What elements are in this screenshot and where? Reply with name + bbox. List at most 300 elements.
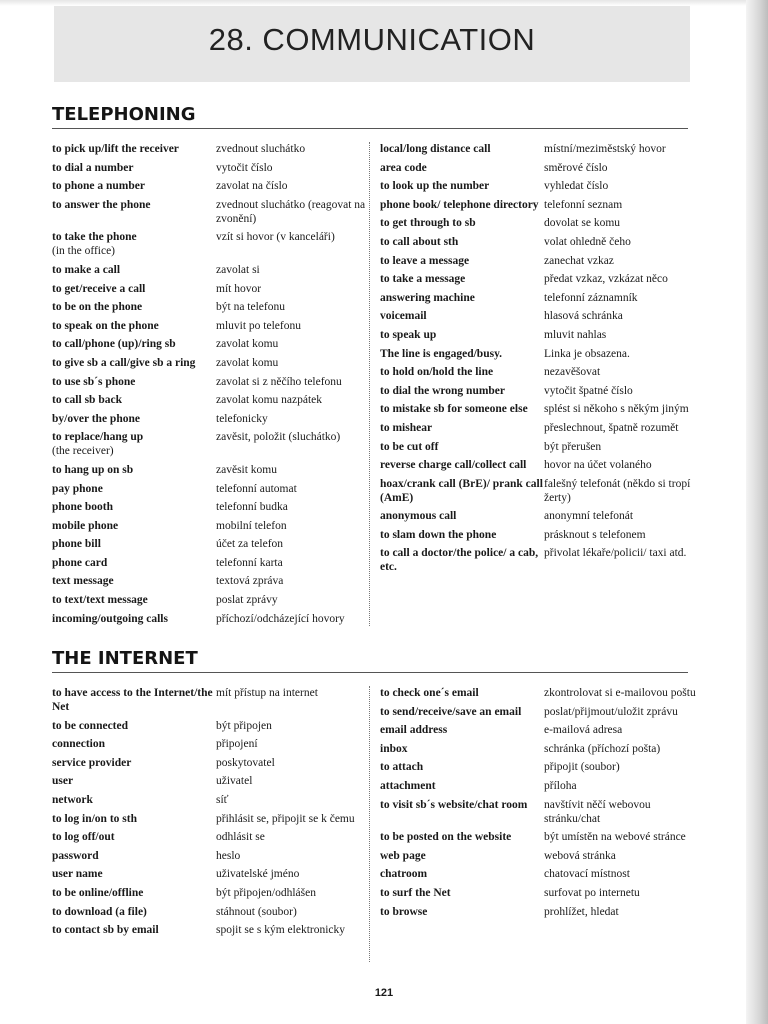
english-term-text: to take a message <box>380 273 466 286</box>
english-term-text: service provider <box>52 756 132 769</box>
vocabulary-row <box>52 886 370 900</box>
czech-translation: hlasová schránka <box>544 310 623 323</box>
czech-translation: zvednout sluchátko <box>216 143 306 155</box>
vocabulary-row <box>380 235 698 249</box>
czech-translation: stáhnout (soubor) <box>216 905 297 918</box>
page-title: 28. COMMUNICATION <box>208 22 536 57</box>
english-term-text: to check one´s email <box>380 687 479 699</box>
english-term <box>380 142 544 156</box>
vocabulary-row <box>52 774 370 788</box>
english-term <box>52 375 216 389</box>
english-term-text: to log in/on to sth <box>52 812 137 825</box>
vocabulary-row <box>52 282 370 296</box>
english-term <box>380 830 544 844</box>
czech-translation: mluvit nahlas <box>544 328 607 341</box>
vocabulary-row <box>380 216 698 230</box>
english-term <box>52 519 216 533</box>
english-term-text: reverse charge call/collect call <box>380 459 527 472</box>
vocabulary-row <box>52 719 370 733</box>
english-term-text: to visit sb´s website/chat room <box>380 798 528 811</box>
english-term <box>52 905 216 919</box>
czech-translation: být přerušen <box>544 440 602 453</box>
english-term-note: (in the office) <box>52 245 116 258</box>
english-term-text: to contact sb by email <box>52 924 159 937</box>
english-term <box>380 216 544 230</box>
czech-translation: mluvit po telefonu <box>216 319 301 332</box>
vocabulary-row <box>52 356 370 370</box>
english-term <box>52 263 216 277</box>
czech-translation: přihlásit se, připojit se k čemu <box>216 812 355 825</box>
czech-translation: být připojen/odhlášen <box>216 886 316 899</box>
english-term <box>52 756 216 770</box>
czech-translation: zavolat komu nazpátek <box>216 394 323 407</box>
english-term-text: to slam down the phone <box>380 528 497 541</box>
english-term-text: to surf the Net <box>380 886 451 899</box>
english-term-text: local/long distance call <box>380 143 491 155</box>
czech-translation: uživatelské jméno <box>216 868 300 881</box>
english-term-text: attachment <box>380 779 436 792</box>
vocabulary-row <box>52 263 370 277</box>
vocabulary-row <box>52 556 370 570</box>
vocabulary-row <box>52 430 370 458</box>
english-term-text: text message <box>52 575 114 588</box>
english-term-text: to send/receive/save an email <box>380 705 522 718</box>
vocabulary-row <box>380 365 698 379</box>
vocabulary-row <box>380 291 698 305</box>
czech-translation: připojení <box>216 738 258 751</box>
czech-translation: zavolat na číslo <box>216 180 288 193</box>
english-term <box>380 328 544 342</box>
english-term <box>380 867 544 881</box>
vocabulary-row <box>52 198 370 226</box>
page-number: 121 <box>374 987 394 999</box>
czech-translation: zanechat vzkaz <box>544 254 614 267</box>
czech-translation: volat ohledně čeho <box>544 235 631 248</box>
english-term-text: to get/receive a call <box>52 282 146 295</box>
czech-translation: heslo <box>216 849 241 862</box>
vocabulary-row <box>380 705 698 719</box>
english-term <box>380 509 544 523</box>
english-term-text: to look up the number <box>380 180 490 193</box>
czech-translation: zavěsit komu <box>216 463 277 476</box>
vocabulary-row <box>52 849 370 863</box>
czech-translation: vytočit číslo <box>216 161 273 174</box>
vocabulary-row <box>380 272 698 286</box>
english-term <box>52 612 216 626</box>
english-term <box>380 458 544 472</box>
vocabulary-row <box>52 574 370 588</box>
english-term <box>52 886 216 900</box>
czech-translation: chatovací místnost <box>544 868 630 881</box>
english-term <box>52 463 216 477</box>
section-heading-telephoning: TELEPHONING <box>52 104 196 125</box>
vocabulary-row <box>52 737 370 751</box>
english-term <box>52 867 216 881</box>
english-term-text: to answer the phone <box>52 198 151 211</box>
english-term-text: pay phone <box>52 482 103 495</box>
english-term <box>52 482 216 496</box>
english-term-text: to attach <box>380 761 424 774</box>
vocabulary-row <box>380 142 698 156</box>
english-term-text: to download (a file) <box>52 905 147 918</box>
vocabulary-row <box>380 742 698 756</box>
vocabulary-row <box>380 509 698 523</box>
czech-translation: nezavěšovat <box>544 366 601 379</box>
english-term-text: to log off/out <box>52 831 115 844</box>
english-term <box>380 742 544 756</box>
vocabulary-row <box>380 849 698 863</box>
vocabulary-row <box>52 686 370 714</box>
english-term <box>380 421 544 435</box>
czech-translation: dovolat se komu <box>544 217 621 230</box>
vocabulary-list <box>52 686 370 937</box>
czech-translation: telefonní automat <box>216 482 297 495</box>
vocabulary-row <box>52 142 370 156</box>
czech-translation: spojit se s kým elektronicky <box>216 924 346 937</box>
english-term-text: to replace/hang up <box>52 431 144 444</box>
english-term-text: to have access to the Internet/the Net <box>52 687 213 713</box>
czech-translation: falešný telefonát (někdo si tropí žerty) <box>544 477 691 504</box>
english-term <box>380 291 544 305</box>
english-term-text: by/over the phone <box>52 412 140 425</box>
czech-translation: být umístěn na webové stránce <box>544 831 686 844</box>
english-term-text: to give sb a call/give sb a ring <box>52 356 196 369</box>
section-rule-telephoning <box>52 128 688 129</box>
vocabulary-row <box>52 482 370 496</box>
czech-translation: textová zpráva <box>216 575 284 588</box>
vocabulary-list <box>380 142 698 574</box>
czech-translation: telefonicky <box>216 412 268 425</box>
english-term-text: inbox <box>380 742 408 755</box>
english-term <box>52 830 216 844</box>
czech-translation: splést si někoho s někým jiným <box>544 403 689 416</box>
english-term <box>380 235 544 249</box>
english-term <box>380 905 544 919</box>
english-term <box>380 546 544 574</box>
czech-translation: příchozí/odcházející hovory <box>216 612 345 625</box>
vocabulary-row <box>380 867 698 881</box>
vocabulary-row <box>380 886 698 900</box>
english-term <box>380 477 544 505</box>
english-term <box>380 365 544 379</box>
czech-translation: být připojen <box>216 719 272 732</box>
vocabulary-list <box>380 686 698 919</box>
vocabulary-row <box>380 779 698 793</box>
english-term-text: voicemail <box>380 310 427 323</box>
section-heading-internet: THE INTERNET <box>52 648 198 669</box>
vocabulary-row <box>380 347 698 361</box>
czech-translation: vytočit špatné číslo <box>544 384 633 397</box>
english-term <box>52 179 216 193</box>
english-term-text: to be online/offline <box>52 886 144 899</box>
english-term-text: to use sb´s phone <box>52 375 136 388</box>
english-term <box>380 886 544 900</box>
vocabulary-row <box>52 905 370 919</box>
czech-translation: zkontrolovat si e-mailovou poštu <box>544 687 696 699</box>
czech-translation: mít hovor <box>216 282 262 295</box>
czech-translation: zavolat komu <box>216 356 279 369</box>
english-term-text: to be posted on the website <box>380 831 512 844</box>
czech-translation: telefonní budka <box>216 501 288 514</box>
czech-translation: surfovat po internetu <box>544 886 640 899</box>
vocabulary-row <box>380 798 698 826</box>
english-term <box>52 593 216 607</box>
czech-translation: zvednout sluchátko (reagovat na zvonění) <box>216 198 366 225</box>
english-term <box>52 686 216 714</box>
english-term-text: connection <box>52 738 106 751</box>
vocabulary-row <box>380 254 698 268</box>
english-term <box>52 282 216 296</box>
vocabulary-row <box>52 519 370 533</box>
czech-translation: místní/meziměstský hovor <box>544 143 666 155</box>
vocabulary-row <box>52 230 370 258</box>
czech-translation: e-mailová adresa <box>544 724 623 737</box>
vocabulary-row <box>52 161 370 175</box>
english-term-text: to phone a number <box>52 180 145 193</box>
vocabulary-row <box>52 923 370 937</box>
english-term-text: email address <box>380 724 448 737</box>
english-term <box>52 412 216 426</box>
english-term-text: phone bill <box>52 538 101 551</box>
vocabulary-row <box>380 179 698 193</box>
czech-translation: poskytovatel <box>216 756 275 769</box>
english-term <box>380 161 544 175</box>
english-term-text: web page <box>380 849 426 862</box>
english-term <box>380 384 544 398</box>
english-term-text: to mishear <box>380 421 433 434</box>
english-term <box>380 723 544 737</box>
czech-translation: vzít si hovor (v kanceláři) <box>216 231 335 244</box>
vocabulary-row <box>380 830 698 844</box>
vocabulary-row <box>52 867 370 881</box>
vocabulary-row <box>52 319 370 333</box>
english-term-text: to speak up <box>380 328 437 341</box>
czech-translation: přivolat lékaře/policii/ taxi atd. <box>544 547 687 560</box>
vocabulary-row <box>380 528 698 542</box>
czech-translation: předat vzkaz, vzkázat něco <box>544 273 668 286</box>
english-term-text: to get through to sb <box>380 217 476 230</box>
english-term <box>52 923 216 937</box>
czech-translation: navštívit něčí webovou stránku/chat <box>544 798 651 825</box>
vocabulary-row <box>380 198 698 212</box>
czech-translation: zavolat si <box>216 263 260 276</box>
czech-translation: mobilní telefon <box>216 519 287 532</box>
english-term-text: to leave a message <box>380 254 470 267</box>
english-term <box>380 198 544 212</box>
czech-translation: prásknout s telefonem <box>544 528 646 541</box>
english-term-text: to dial a number <box>52 161 134 174</box>
vocabulary-row <box>380 384 698 398</box>
vocabulary-row <box>52 337 370 351</box>
english-term <box>52 230 216 258</box>
vocabulary-row <box>52 756 370 770</box>
english-term <box>380 347 544 361</box>
english-term-text: phone card <box>52 556 108 569</box>
english-term <box>52 574 216 588</box>
vocabulary-row <box>380 477 698 505</box>
vocabulary-row <box>52 300 370 314</box>
czech-translation: účet za telefon <box>216 538 284 551</box>
english-term <box>380 254 544 268</box>
english-term <box>52 337 216 351</box>
vocabulary-row <box>380 440 698 454</box>
english-term-text: to browse <box>380 905 428 918</box>
english-term-text: to call/phone (up)/ring sb <box>52 338 176 351</box>
czech-translation: zavolat si z něčího telefonu <box>216 375 342 388</box>
english-term-text: mobile phone <box>52 519 119 532</box>
czech-translation: odhlásit se <box>216 831 265 844</box>
telephoning-left-column <box>52 142 370 630</box>
czech-translation: přeslechnout, špatně rozumět <box>544 421 679 434</box>
vocabulary-row <box>380 760 698 774</box>
czech-translation: webová stránka <box>544 849 616 862</box>
english-term-text: to be connected <box>52 719 129 732</box>
czech-translation: příloha <box>544 779 577 792</box>
english-term-text: user name <box>52 868 103 881</box>
english-term-text: to text/text message <box>52 594 148 607</box>
english-term-text: answering machine <box>380 291 475 304</box>
english-term <box>52 500 216 514</box>
english-term-text: to call a doctor/the police/ a cab, etc. <box>380 547 539 574</box>
english-term <box>380 798 544 826</box>
english-term-text: anonymous call <box>380 510 457 523</box>
vocabulary-row <box>52 830 370 844</box>
czech-translation: zavěsit, položit (sluchátko) <box>216 431 341 444</box>
english-term <box>52 161 216 175</box>
english-term <box>380 402 544 416</box>
czech-translation: schránka (příchozí pošta) <box>544 742 661 755</box>
english-term <box>52 719 216 733</box>
english-term-text: to call about sth <box>380 235 459 248</box>
english-term-text: to dial the wrong number <box>380 384 506 397</box>
english-term-text: to speak on the phone <box>52 319 159 332</box>
english-term-text: phone booth <box>52 501 114 514</box>
english-term <box>52 556 216 570</box>
english-term <box>52 812 216 826</box>
vocabulary-row <box>52 463 370 477</box>
vocabulary-list <box>52 142 370 626</box>
vocabulary-row <box>380 546 698 574</box>
vocabulary-row <box>380 309 698 323</box>
czech-translation: Linka je obsazena. <box>544 347 630 360</box>
vocabulary-row <box>52 500 370 514</box>
english-term <box>52 430 216 458</box>
czech-translation: telefonní seznam <box>544 198 623 211</box>
czech-translation: prohlížet, hledat <box>544 905 619 918</box>
english-term <box>52 793 216 807</box>
english-term <box>380 760 544 774</box>
english-term <box>380 705 544 719</box>
czech-translation: připojit (soubor) <box>544 761 620 774</box>
vocabulary-row <box>52 412 370 426</box>
vocabulary-row <box>52 179 370 193</box>
czech-translation: směrové číslo <box>544 161 608 174</box>
english-term <box>52 537 216 551</box>
czech-translation: telefonní záznamník <box>544 291 638 304</box>
vocabulary-row <box>380 402 698 416</box>
vocabulary-row <box>380 161 698 175</box>
english-term <box>380 849 544 863</box>
section-rule-internet <box>52 672 688 673</box>
czech-translation: síť <box>216 793 229 806</box>
english-term-text: to mistake sb for someone else <box>380 403 528 416</box>
vocabulary-row <box>380 723 698 737</box>
telephoning-right-column <box>369 142 698 626</box>
english-term-text: to hang up on sb <box>52 463 134 476</box>
english-term-text: chatroom <box>380 868 428 881</box>
english-term <box>380 779 544 793</box>
vocabulary-row <box>380 905 698 919</box>
english-term-text: password <box>52 849 99 862</box>
english-term-note: (the receiver) <box>52 445 114 458</box>
czech-translation: zavolat komu <box>216 338 279 351</box>
english-term-text: hoax/crank call (BrE)/ prank call (AmE) <box>380 477 543 504</box>
english-term <box>380 686 544 700</box>
english-term <box>52 737 216 751</box>
vocabulary-row <box>52 537 370 551</box>
english-term <box>380 528 544 542</box>
english-term-text: area code <box>380 161 427 174</box>
czech-translation: telefonní karta <box>216 556 283 569</box>
english-term <box>52 393 216 407</box>
czech-translation: být na telefonu <box>216 301 285 314</box>
internet-right-column <box>369 686 698 962</box>
vocabulary-row <box>52 812 370 826</box>
czech-translation: vyhledat číslo <box>544 180 609 193</box>
vocabulary-row <box>52 612 370 626</box>
czech-translation: uživatel <box>216 775 253 788</box>
english-term-text: network <box>52 793 93 806</box>
czech-translation: poslat/přijmout/uložit zprávu <box>544 705 678 718</box>
english-term <box>52 198 216 226</box>
book-spine-edge <box>746 0 768 1024</box>
english-term <box>52 142 216 156</box>
vocabulary-row <box>52 375 370 389</box>
czech-translation: hovor na účet volaného <box>544 459 652 472</box>
english-term-text: to call sb back <box>52 394 122 407</box>
english-term-text: user <box>52 775 74 788</box>
czech-translation: anonymní telefonát <box>544 510 634 523</box>
vocabulary-row <box>380 686 698 700</box>
english-term-text: incoming/outgoing calls <box>52 612 168 625</box>
english-term-text: to hold on/hold the line <box>380 366 494 379</box>
english-term-text: to be on the phone <box>52 301 143 314</box>
english-term-text: to be cut off <box>380 440 439 453</box>
english-term-text: The line is engaged/busy. <box>380 347 503 360</box>
czech-translation: mít přístup na internet <box>216 687 318 699</box>
vocabulary-row <box>380 421 698 435</box>
english-term-text: to make a call <box>52 263 121 276</box>
vocabulary-row <box>380 458 698 472</box>
english-term-text: phone book/ telephone directory <box>380 198 539 211</box>
english-term <box>52 319 216 333</box>
english-term <box>380 179 544 193</box>
english-term <box>52 849 216 863</box>
vocabulary-row <box>52 793 370 807</box>
english-term <box>380 272 544 286</box>
vocabulary-row <box>380 328 698 342</box>
english-term <box>52 356 216 370</box>
english-term-text: to take the phone <box>52 231 137 244</box>
english-term <box>52 774 216 788</box>
english-term-text: to pick up/lift the receiver <box>52 143 179 155</box>
english-term <box>380 309 544 323</box>
vocabulary-row <box>52 393 370 407</box>
czech-translation: poslat zprávy <box>216 594 278 607</box>
english-term <box>52 300 216 314</box>
vocabulary-row <box>52 593 370 607</box>
internet-left-column <box>52 686 370 942</box>
